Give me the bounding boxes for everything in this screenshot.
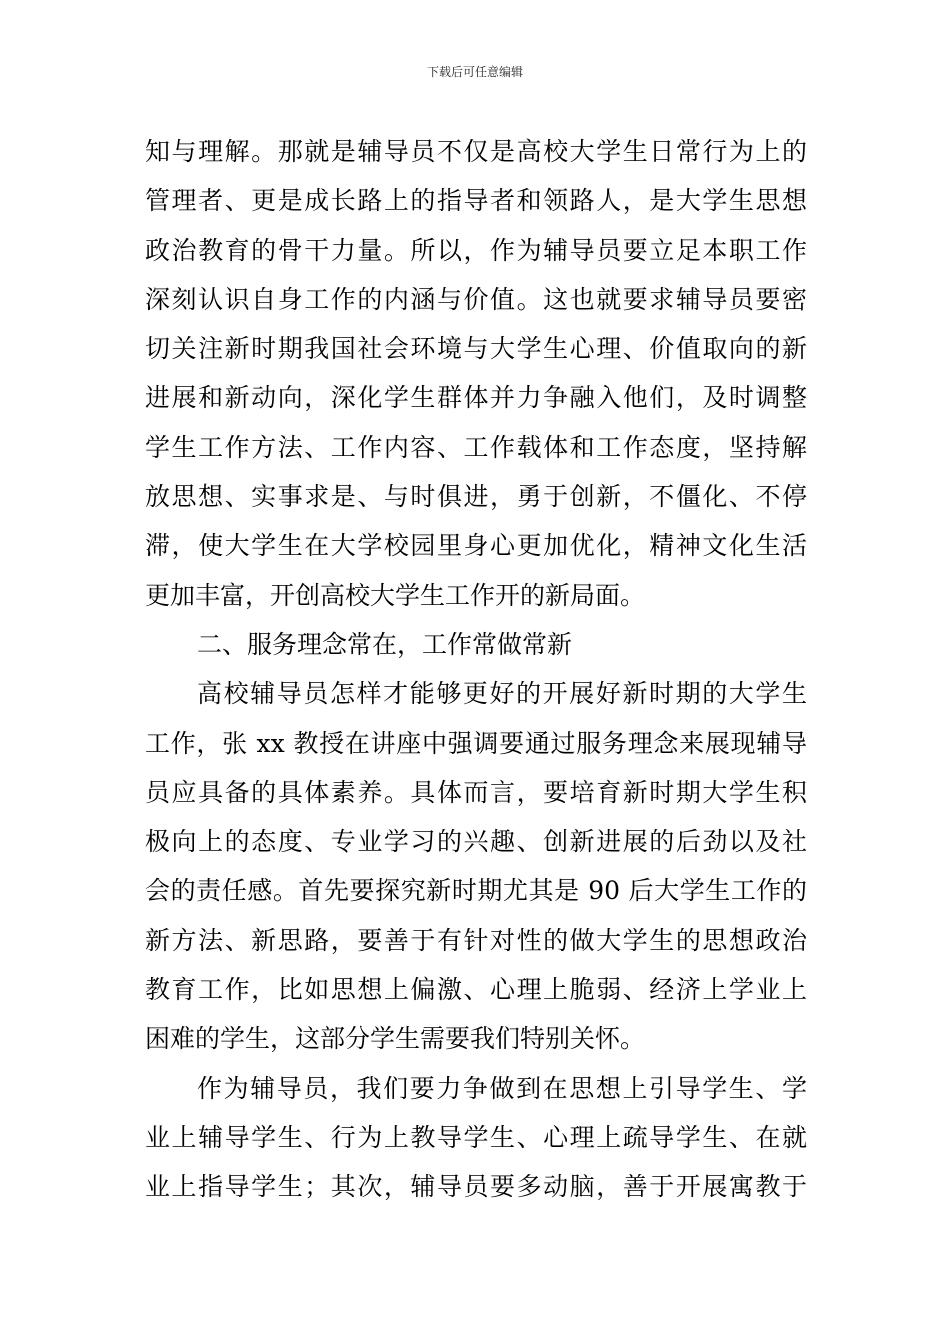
text-line: 新方法、新思路，要善于有针对性的做大学生的思想政治 xyxy=(145,925,807,955)
text-line: 困难的学生，这部分学生需要我们特别关怀。 xyxy=(145,1024,646,1054)
text-line: 学生工作方法、工作内容、工作载体和工作态度，坚持解 xyxy=(145,432,807,462)
text-line: 员应具备的具体素养。具体而言，要培育新时期大学生积 xyxy=(145,777,807,807)
text-line: 高校辅导员怎样才能够更好的开展好新时期的大学生 xyxy=(197,679,807,709)
text-line: 极向上的态度、专业学习的兴趣、创新进展的后劲以及社 xyxy=(145,827,807,857)
text-line: 放思想、实事求是、与时俱进，勇于创新，不僵化、不停 xyxy=(145,482,807,512)
section-heading: 二、服务理念常在，工作常做常新 xyxy=(197,629,573,659)
text-line: 知与理解。那就是辅导员不仅是高校大学生日常行为上的 xyxy=(145,137,807,166)
text-line: 更加丰富，开创高校大学生工作开的新局面。 xyxy=(145,580,646,610)
text-line: 滞，使大学生在大学校园里身心更加优化，精神文化生活 xyxy=(145,531,807,561)
text-line: 业上指导学生；其次，辅导员要多动脑，善于开展寓教于 xyxy=(145,1172,807,1202)
text-line: 会的责任感。首先要探究新时期尤其是 90 后大学生工作的 xyxy=(145,876,807,906)
text-line: 业上辅导学生、行为上教导学生、心理上疏导学生、在就 xyxy=(145,1122,807,1152)
text-line: 切关注新时期我国社会环境与大学生心理、价值取向的新 xyxy=(145,334,807,364)
text-line: 工作，张 xx 教授在讲座中强调要通过服务理念来展现辅导 xyxy=(145,728,807,758)
page-header: 下载后可任意编辑 xyxy=(426,65,523,79)
text-line: 管理者、更是成长路上的指导者和领路人，是大学生思想 xyxy=(145,186,807,216)
text-line: 深刻认识自身工作的内涵与价值。这也就要求辅导员要密 xyxy=(145,284,807,314)
text-line: 作为辅导员，我们要力争做到在思想上引导学生、学 xyxy=(197,1073,807,1103)
text-line: 进展和新动向，深化学生群体并力争融入他们，及时调整 xyxy=(145,383,807,413)
text-line: 政治教育的骨干力量。所以，作为辅导员要立足本职工作 xyxy=(145,235,807,265)
text-line: 教育工作，比如思想上偏激、心理上脆弱、经济上学业上 xyxy=(145,975,807,1005)
document-body xyxy=(145,127,807,1212)
